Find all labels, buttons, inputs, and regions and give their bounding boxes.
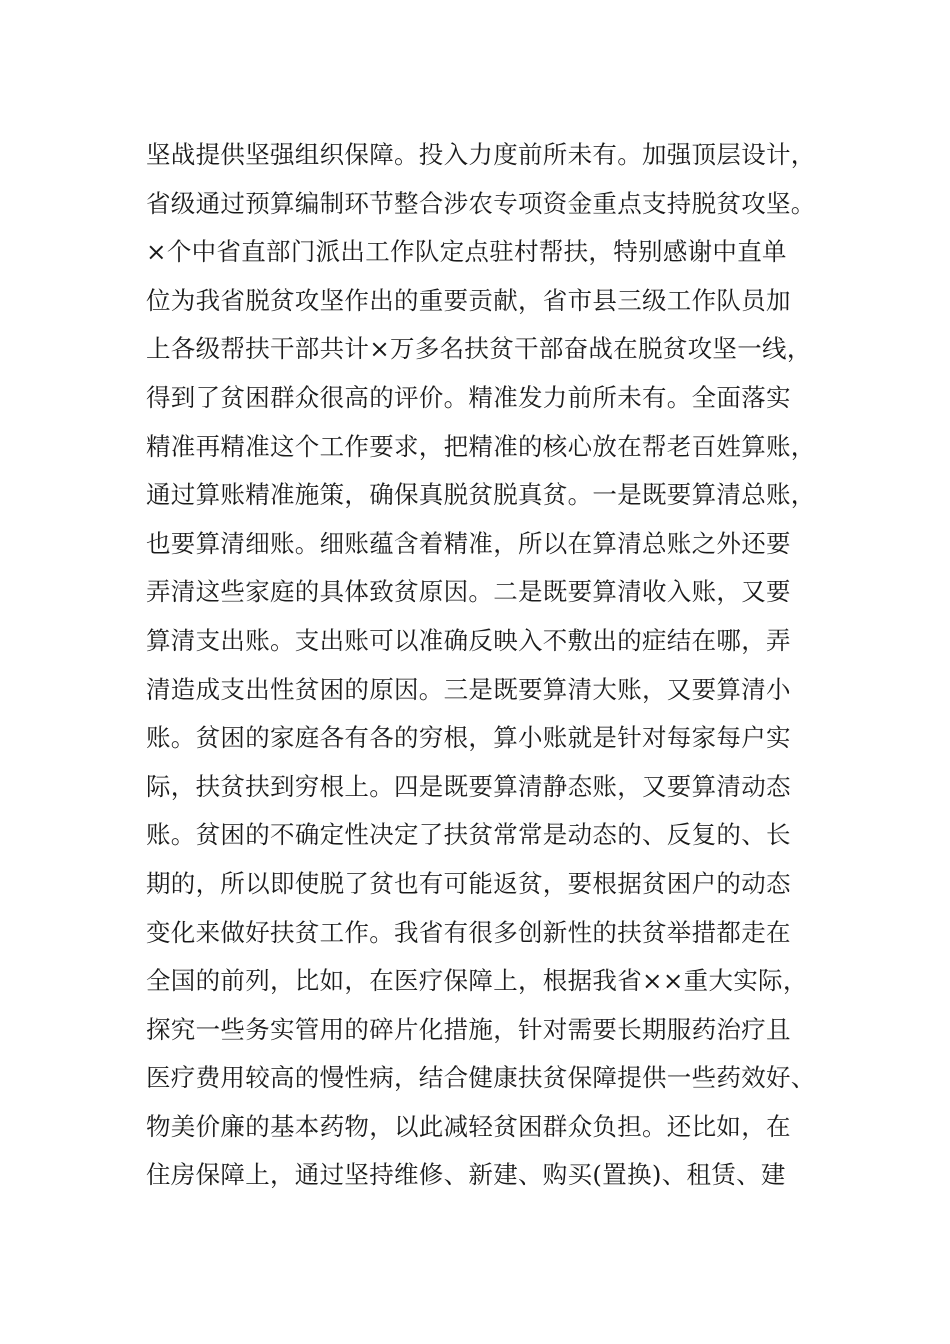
text-line: 清造成支出性贫困的原因。三是既要算清大账，又要算清小 bbox=[146, 674, 791, 704]
body-text bbox=[146, 131, 816, 1200]
text-line: 账。贫困的不确定性决定了扶贫常常是动态的、反复的、长 bbox=[146, 820, 791, 850]
text-line: 账。贫困的家庭各有各的穷根，算小账就是针对每家每户实 bbox=[146, 723, 791, 753]
text-line: 也要算清细账。细账蕴含着精准，所以在算清总账之外还要 bbox=[146, 528, 791, 558]
text-line: 算清支出账。支出账可以准确反映入不敷出的症结在哪，弄 bbox=[146, 625, 791, 655]
text-line: 弄清这些家庭的具体致贫原因。二是既要算清收入账，又要 bbox=[146, 577, 791, 607]
text-line: 变化来做好扶贫工作。我省有很多创新性的扶贫举措都走在 bbox=[146, 917, 791, 947]
text-line: 际，扶贫扶到穷根上。四是既要算清静态账，又要算清动态 bbox=[146, 771, 791, 801]
text-line: ×个中省直部门派出工作队定点驻村帮扶，特别感谢中直单 bbox=[146, 237, 787, 267]
text-line: 住房保障上，通过坚持维修、新建、购买(置换)、租赁、建 bbox=[146, 1160, 786, 1190]
text-line: 省级通过预算编制环节整合涉农专项资金重点支持脱贫攻坚。 bbox=[146, 188, 816, 218]
text-line: 通过算账精准施策，确保真脱贫脱真贫。一是既要算清总账， bbox=[146, 480, 816, 510]
text-line: 全国的前列，比如，在医疗保障上，根据我省××重大实际， bbox=[146, 966, 808, 996]
text-line: 精准再精准这个工作要求，把精准的核心放在帮老百姓算账， bbox=[146, 431, 816, 461]
text-line: 位为我省脱贫攻坚作出的重要贡献，省市县三级工作队员加 bbox=[146, 285, 791, 315]
text-line: 得到了贫困群众很高的评价。精准发力前所未有。全面落实 bbox=[146, 382, 791, 412]
text-line: 期的，所以即使脱了贫也有可能返贫，要根据贫困户的动态 bbox=[146, 868, 791, 898]
text-line: 上各级帮扶干部共计×万多名扶贫干部奋战在脱贫攻坚一线， bbox=[146, 334, 812, 364]
text-line: 坚战提供坚强组织保障。投入力度前所未有。加强顶层设计， bbox=[146, 140, 816, 169]
text-line: 物美价廉的基本药物，以此减轻贫困群众负担。还比如，在 bbox=[146, 1111, 791, 1141]
text-line: 医疗费用较高的慢性病，结合健康扶贫保障提供一些药效好、 bbox=[146, 1063, 816, 1093]
text-line: 探究一些务实管用的碎片化措施，针对需要长期服药治疗且 bbox=[146, 1014, 791, 1044]
